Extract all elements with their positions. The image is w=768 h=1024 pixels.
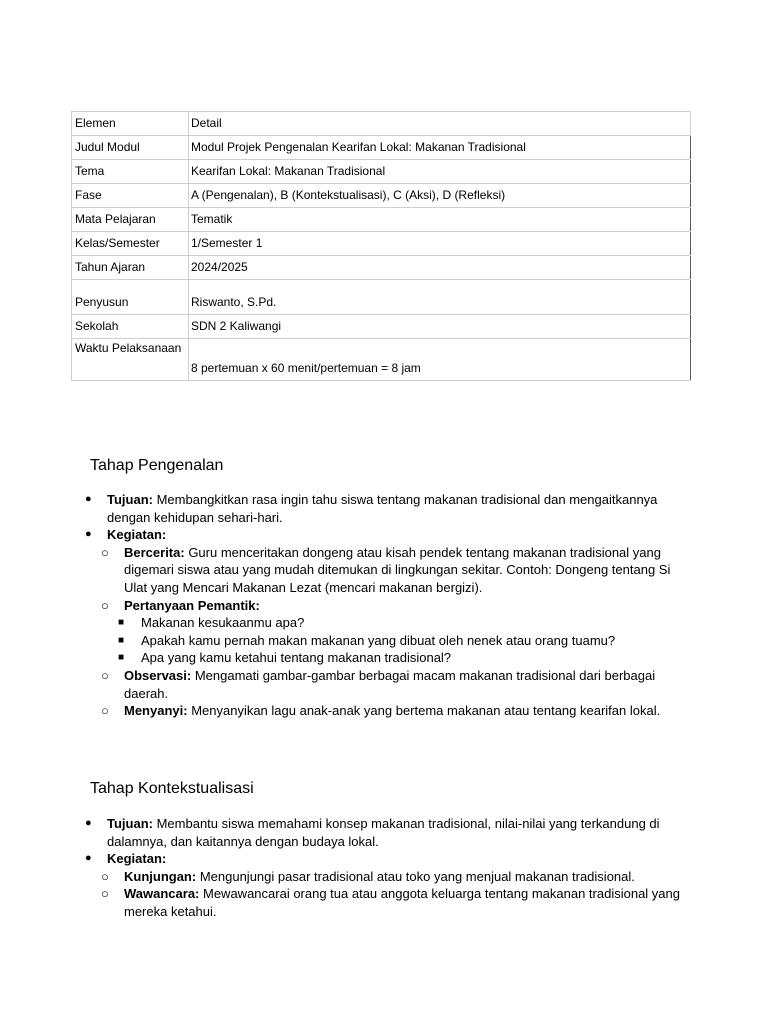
list-item	[80, 850, 680, 868]
bullet-disc-icon: ●	[85, 493, 92, 505]
table-cell-label: Elemen	[72, 112, 189, 136]
item-label: Kegiatan:	[107, 527, 167, 543]
table-row	[72, 315, 691, 339]
bullet-disc-icon: ●	[85, 852, 92, 865]
table-row	[72, 112, 691, 136]
table-cell-value: SDN 2 Kaliwangi	[189, 315, 691, 339]
list-item	[80, 702, 680, 720]
table-cell-value: Riswanto, S.Pd.	[189, 280, 691, 315]
item-text: Makanan kesukaanmu apa?	[141, 615, 305, 631]
list-item	[80, 526, 680, 544]
table-cell-label: Judul Modul	[72, 136, 189, 160]
table-cell-value: Modul Projek Pengenalan Kearifan Lokal: Makanan Tradisional	[189, 136, 691, 160]
table-cell-label: Kelas/Semester	[72, 232, 189, 256]
list-item	[80, 667, 680, 702]
item-text: Apa yang kamu ketahui tentang makanan tradisional?	[141, 650, 452, 666]
table-cell-value: Detail	[189, 112, 691, 136]
item-label: Wawancara:	[124, 886, 200, 902]
table-cell-label: Tahun Ajaran	[72, 256, 189, 280]
item-text: Apakah kamu pernah makan makanan yang dibuat oleh nenek atau orang tuamu?	[141, 632, 616, 648]
table-row	[72, 339, 691, 381]
table-cell-value: 2024/2025	[189, 256, 691, 280]
item-text: Menyanyikan lagu anak-anak yang bertema makanan atau tentang kearifan lokal.	[187, 703, 661, 719]
item-label: Tujuan:	[107, 492, 153, 507]
table-cell-value: 8 pertemuan x 60 menit/pertemuan = 8 jam	[189, 339, 691, 381]
bullet-circle-icon: ○	[101, 667, 109, 683]
bullet-square-icon: ■	[118, 617, 125, 629]
list-item	[80, 885, 680, 920]
section-heading-kontekstualisasi: Tahap Kontekstualisasi	[90, 780, 254, 797]
pengenalan-list	[80, 491, 680, 720]
table-cell-label: Fase	[72, 184, 189, 208]
bullet-circle-icon: ○	[101, 703, 109, 719]
bullet-circle-icon: ○	[101, 886, 109, 902]
item-label: Kegiatan:	[107, 851, 167, 867]
list-item	[80, 649, 680, 667]
table-cell-value: A (Pengenalan), B (Kontekstualisasi), C (Aksi), D (Refleksi)	[189, 184, 691, 208]
table-cell-value: Tematik	[189, 208, 691, 232]
table-row	[72, 160, 691, 184]
item-text: Guru menceritakan dongeng atau kisah pendek tentang makanan tradisional yang digemari siswa atau yang mudah ditemukan di lingkungan sekitar. Contoh: Dongeng tentang Si Ulat yang Mencari Makanan Lezat (mencari makanan bergizi).	[124, 544, 671, 595]
table-row	[72, 208, 691, 232]
list-item	[80, 614, 680, 632]
table-row	[72, 280, 691, 315]
item-text: Membantu siswa memahami konsep makanan tradisional, nilai-nilai yang terkandung di dalamnya, dan kaitannya dengan budaya lokal.	[107, 816, 660, 849]
table-cell-label: Mata Pelajaran	[72, 208, 189, 232]
item-label: Observasi:	[124, 667, 192, 683]
item-label: Tujuan:	[107, 816, 153, 831]
item-text: Membangkitkan rasa ingin tahu siswa tentang makanan tradisional dan mengaitkannya dengan kehidupan sehari-hari.	[107, 492, 658, 525]
table-cell-value: Kearifan Lokal: Makanan Tradisional	[189, 160, 691, 184]
bullet-square-icon: ■	[118, 634, 125, 646]
bullet-disc-icon: ●	[85, 817, 92, 829]
list-item	[80, 544, 680, 597]
item-label: Pertanyaan Pemantik:	[124, 597, 260, 613]
list-item	[80, 632, 680, 650]
table-row	[72, 232, 691, 256]
table-row	[72, 184, 691, 208]
bullet-disc-icon: ●	[85, 528, 92, 541]
list-item	[80, 815, 680, 850]
list-item	[80, 491, 680, 526]
list-item	[80, 597, 680, 615]
table-cell-label: Tema	[72, 160, 189, 184]
table-cell-label: Penyusun	[72, 280, 189, 315]
table-row	[72, 136, 691, 160]
section-heading-pengenalan: Tahap Pengenalan	[90, 457, 224, 474]
module-info-table	[71, 111, 691, 381]
list-item	[80, 868, 680, 886]
table-cell-value: 1/Semester 1	[189, 232, 691, 256]
item-text: Mengunjungi pasar tradisional atau toko yang menjual makanan tradisional.	[196, 868, 635, 884]
item-text: Mewawancarai orang tua atau anggota keluarga tentang makanan tradisional yang mereka ketahui.	[124, 886, 680, 919]
kontekstualisasi-list	[80, 815, 680, 921]
item-label: Bercerita:	[124, 544, 185, 560]
bullet-circle-icon: ○	[101, 868, 109, 884]
item-label: Menyanyi:	[124, 703, 188, 719]
bullet-circle-icon: ○	[101, 597, 109, 613]
item-text: Mengamati gambar-gambar berbagai macam makanan tradisional dari berbagai daerah.	[124, 667, 656, 701]
bullet-circle-icon: ○	[101, 544, 109, 560]
table-row	[72, 256, 691, 280]
table-cell-label: Sekolah	[72, 315, 189, 339]
item-label: Kunjungan:	[124, 868, 197, 884]
table-cell-label: Waktu Pelaksanaan	[72, 339, 189, 381]
bullet-square-icon: ■	[118, 652, 125, 664]
